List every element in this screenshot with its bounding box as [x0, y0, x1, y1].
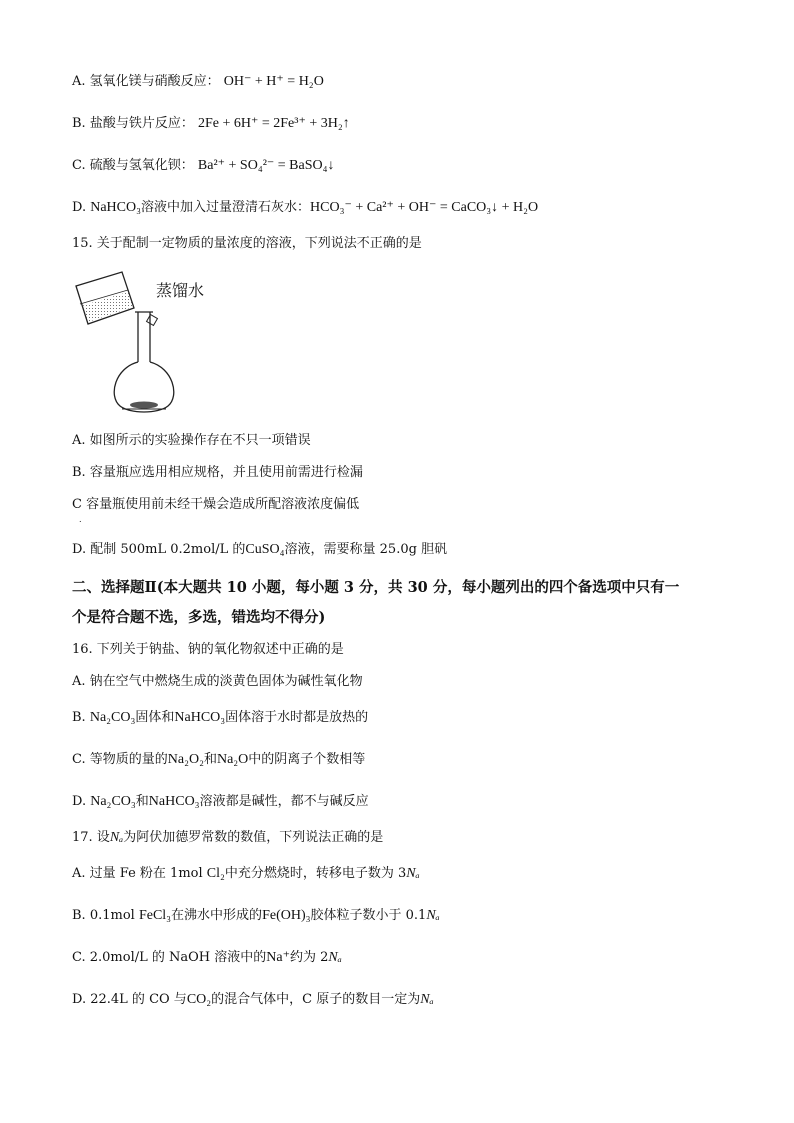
- option-text: D.: [72, 794, 91, 809]
- option-17a: [72, 864, 420, 884]
- equation: Fe(OH)₃: [262, 908, 311, 923]
- equation: Na⁺: [266, 950, 290, 965]
- option-text: C. 硫酸与氢氧化钡：: [72, 158, 194, 173]
- figure-label: 蒸馏水: [156, 281, 205, 300]
- option-text: 和: [203, 752, 217, 767]
- equation: HCO₃⁻ + Ca²⁺ + OH⁻ = CaCO₃↓ + H₂O: [310, 200, 539, 215]
- option-text: B. 盐酸与铁片反应：: [72, 116, 194, 131]
- stray-mark: .: [79, 515, 82, 524]
- option-17b: [72, 906, 440, 926]
- equation: Nₐ: [406, 866, 420, 881]
- equation: 2Fe + 6H⁺ = 2Fe³⁺ + 3H₂↑: [197, 116, 350, 131]
- option-text: 固体溶于水时都是放热的: [225, 710, 369, 725]
- option-text: 为阿伏加德罗常数的数值，下列说法正确的是: [123, 830, 384, 845]
- equation: Nₐ: [426, 908, 440, 923]
- option-text: 17. 设: [72, 830, 110, 845]
- option-text: B. 0.1mol: [72, 908, 139, 923]
- option-16d: [72, 792, 369, 812]
- option-text: 溶液都是碱性，都不与碱反应: [199, 794, 369, 809]
- option-16b: [72, 708, 368, 728]
- option-15c: C 容量瓶使用前未经干燥会造成所配溶液浓度偏低: [72, 497, 360, 512]
- equation: NaHCO₃: [148, 794, 200, 809]
- option-17d: [72, 990, 434, 1010]
- option-text: D. 配制 500mL 0.2mol/L 的: [72, 542, 246, 557]
- option-text: 约为 2: [289, 950, 329, 965]
- option-text: C. 等物质的量的: [72, 752, 168, 767]
- option-text: 的混合气体中，C 原子的数目一定为: [211, 992, 421, 1007]
- equation: FeCl₃: [138, 908, 172, 923]
- equation: Nₐ: [328, 950, 342, 965]
- option-17c: [72, 948, 342, 968]
- option-text: A. 过量 Fe 粉在 1mol: [72, 866, 207, 881]
- equation: NaHCO₃: [90, 200, 141, 215]
- option-14a: [72, 72, 324, 92]
- equation: Na₂CO₃: [90, 794, 136, 809]
- equation: Nₐ: [420, 992, 434, 1007]
- option-text: 溶液中加入过量澄清石灰水：: [141, 200, 311, 215]
- flask-icon: [114, 312, 174, 412]
- option-text: D.: [72, 200, 91, 215]
- question-16: 16. 下列关于钠盐、钠的氧化物叙述中正确的是: [72, 642, 344, 657]
- option-text: 中的阴离子个数相等: [248, 752, 366, 767]
- question-17: [72, 828, 383, 848]
- option-text: 溶液，需要称量 25.0g 胆矾: [284, 542, 448, 557]
- equation: NaHCO₃: [174, 710, 226, 725]
- equation: Na₂O₂: [167, 752, 204, 767]
- option-text: 固体和: [135, 710, 175, 725]
- section-heading: 二、选择题Ⅱ(本大题共 10 小题，每小题 3 分，共 30 分，每小题列出的四个备选项中只有一: [72, 579, 680, 596]
- option-16a: A. 钠在空气中燃烧生成的淡黄色固体为碱性氧化物: [72, 674, 363, 689]
- option-text: A. 氢氧化镁与硝酸反应：: [72, 74, 220, 89]
- equation: OH⁻ + H⁺ = H₂O: [223, 74, 324, 89]
- option-text: B.: [72, 710, 90, 725]
- beaker-icon: [76, 272, 134, 324]
- equation: Cl₂: [206, 866, 225, 881]
- option-text: 中充分燃烧时，转移电子数为 3: [224, 866, 407, 881]
- option-16c: [72, 750, 365, 770]
- equation: CO₂: [186, 992, 212, 1007]
- equation: Na₂CO₃: [89, 710, 136, 725]
- option-text: 在沸水中形成的: [171, 908, 263, 923]
- section-heading-cont: 个是符合题不选，多选，错选均不得分): [72, 609, 326, 626]
- option-text: D. 22.4L 的 CO 与: [72, 992, 187, 1007]
- option-text: 胶体粒子数小于 0.1: [310, 908, 427, 923]
- option-14b: [72, 114, 350, 134]
- equation: Nₐ: [109, 830, 124, 845]
- equation: Ba²⁺ + SO₄²⁻ = BaSO₄↓: [197, 158, 335, 173]
- question-15: 15. 关于配制一定物质的量浓度的溶液，下列说法不正确的是: [72, 236, 422, 251]
- option-15a: A. 如图所示的实验操作存在不只一项错误: [72, 433, 311, 448]
- option-14d: [72, 198, 538, 218]
- equation: CuSO₄: [245, 542, 285, 557]
- option-15d: [72, 540, 447, 560]
- option-15b: B. 容量瓶应选用相应规格，并且使用前需进行检漏: [72, 465, 363, 480]
- equation: Na₂O: [216, 752, 249, 767]
- option-14c: [72, 156, 335, 176]
- option-text: C. 2.0mol/L 的 NaOH 溶液中的: [72, 950, 267, 965]
- volumetric-flask-figure: [70, 268, 240, 418]
- option-text: 和: [135, 794, 149, 809]
